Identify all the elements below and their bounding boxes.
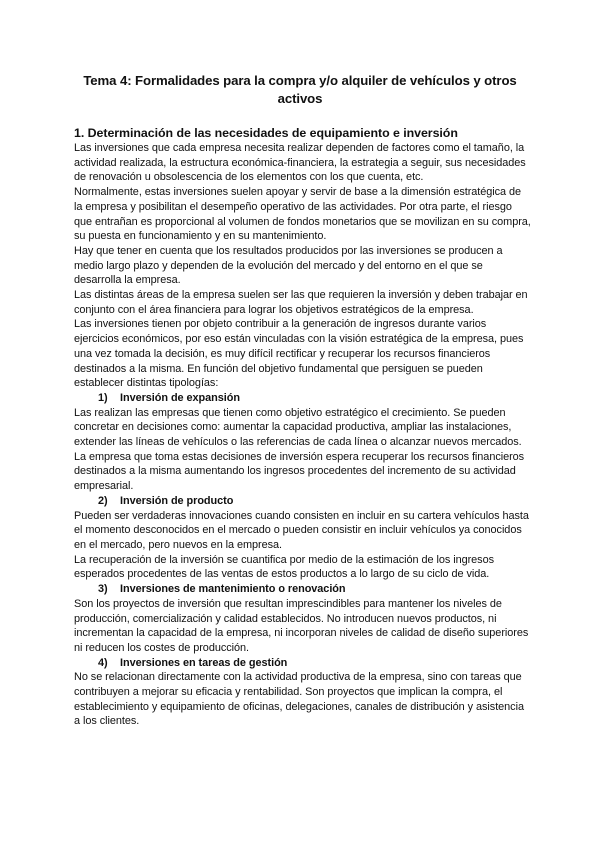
paragraph: Hay que tener en cuenta que los resultados producidos por las inversiones se producen a medio largo plazo y dependen de la evolución del mercado y del entorno en el que se desarrolla la empresa. — [74, 244, 503, 287]
list-number: 3) — [98, 583, 108, 596]
paragraph: Las realizan las empresas que tienen como objetivo estratégico el crecimiento. Se pueden concretar en decisiones como: aumentar la capacidad productiva, ampliar las instalaciones, extender las líneas de vehículos o las referencias de cada línea o alcanzar nuevos mercados. — [74, 406, 522, 449]
paragraph: Son los proyectos de inversión que resultan imprescindibles para mantener los niveles de producción, comercialización y calidad establecidos. No introducen nuevos productos, ni incrementan la capacidad de la empresa, ni incorporan niveles de calidad de diseño superiores ni reducen los costes de producción. — [74, 597, 529, 654]
section-heading: 1. Determinación de las necesidades de equipamiento e inversión — [74, 126, 458, 140]
paragraph: La empresa que toma estas decisiones de inversión espera recuperar los recursos financieros destinados a la misma aumentando los ingresos procedentes del incremento de su actividad empresarial. — [74, 450, 525, 493]
subheading-label: Inversiones en tareas de gestión — [120, 656, 288, 669]
list-number: 1) — [98, 391, 108, 404]
paragraph: Normalmente, estas inversiones suelen apoyar y servir de base a la dimensión estratégica de la empresa y posibilitan el desempeño operativo de las actividades. Por otra parte, el riesgo que entrañan es proporcional al volumen de fondos monetarios que se movilizan en su compra, su puesta en funcionamiento y en su mantenimiento. — [74, 186, 531, 243]
paragraph: Pueden ser verdaderas innovaciones cuando consisten en incluir en su cartera vehículos hasta el momento desconocidos en el mercado o pueden consistir en incluir vehículos ya conocidos en el mercado, pero nuevos en la empresa. — [74, 509, 529, 551]
document-title: Tema 4: Formalidades para la compra y/o alquiler de vehículos y otros activos — [83, 73, 517, 106]
subheading-gestion — [98, 656, 532, 671]
list-number: 2) — [98, 494, 108, 507]
document-body — [74, 126, 532, 729]
subheading-expansion — [98, 391, 532, 406]
paragraph: Las inversiones tienen por objeto contribuir a la generación de ingresos durante varios ejercicios económicos, por eso están vinculadas con la visión estratégica de la empresa, pues una vez tomada la decisión, es muy difícil rectificar y recuperar los recursos financieros destinados a la misma. En función del objetivo fundamental que persiguen se pueden establecer distintas tipologías: — [74, 318, 524, 390]
subheading-mantenimiento — [98, 582, 532, 597]
list-number: 4) — [98, 656, 108, 669]
paragraph: La recuperación de la inversión se cuantifica por medio de la estimación de los ingresos esperados procedentes de las ventas de estos productos a lo largo de su ciclo de vida. — [74, 553, 494, 581]
paragraph: No se relacionan directamente con la actividad productiva de la empresa, sino con tareas que contribuyen a mejorar su eficacia y rentabilidad. Son proyectos que implican la compra, el establecimiento y equipamiento de oficinas, delegaciones, canales de distribución y asistencia a los clientes. — [74, 671, 524, 728]
subheading-label: Inversiones de mantenimiento o renovación — [120, 583, 346, 596]
subheading-producto — [98, 494, 532, 509]
subheading-label: Inversión de producto — [120, 494, 234, 507]
subheading-label: Inversión de expansión — [120, 391, 240, 404]
paragraph: Las distintas áreas de la empresa suelen ser las que requieren la inversión y deben trabajar en conjunto con el área financiera para lograr los objetivos estratégicos de la empresa. — [74, 289, 528, 316]
paragraph: Las inversiones que cada empresa necesita realizar dependen de factores como el tamaño, la actividad realizada, la estructura económica-financiera, la estrategia a seguir, sus necesidades de renovación u obsolescencia de los elementos con los que cuenta, etc. — [74, 142, 526, 184]
